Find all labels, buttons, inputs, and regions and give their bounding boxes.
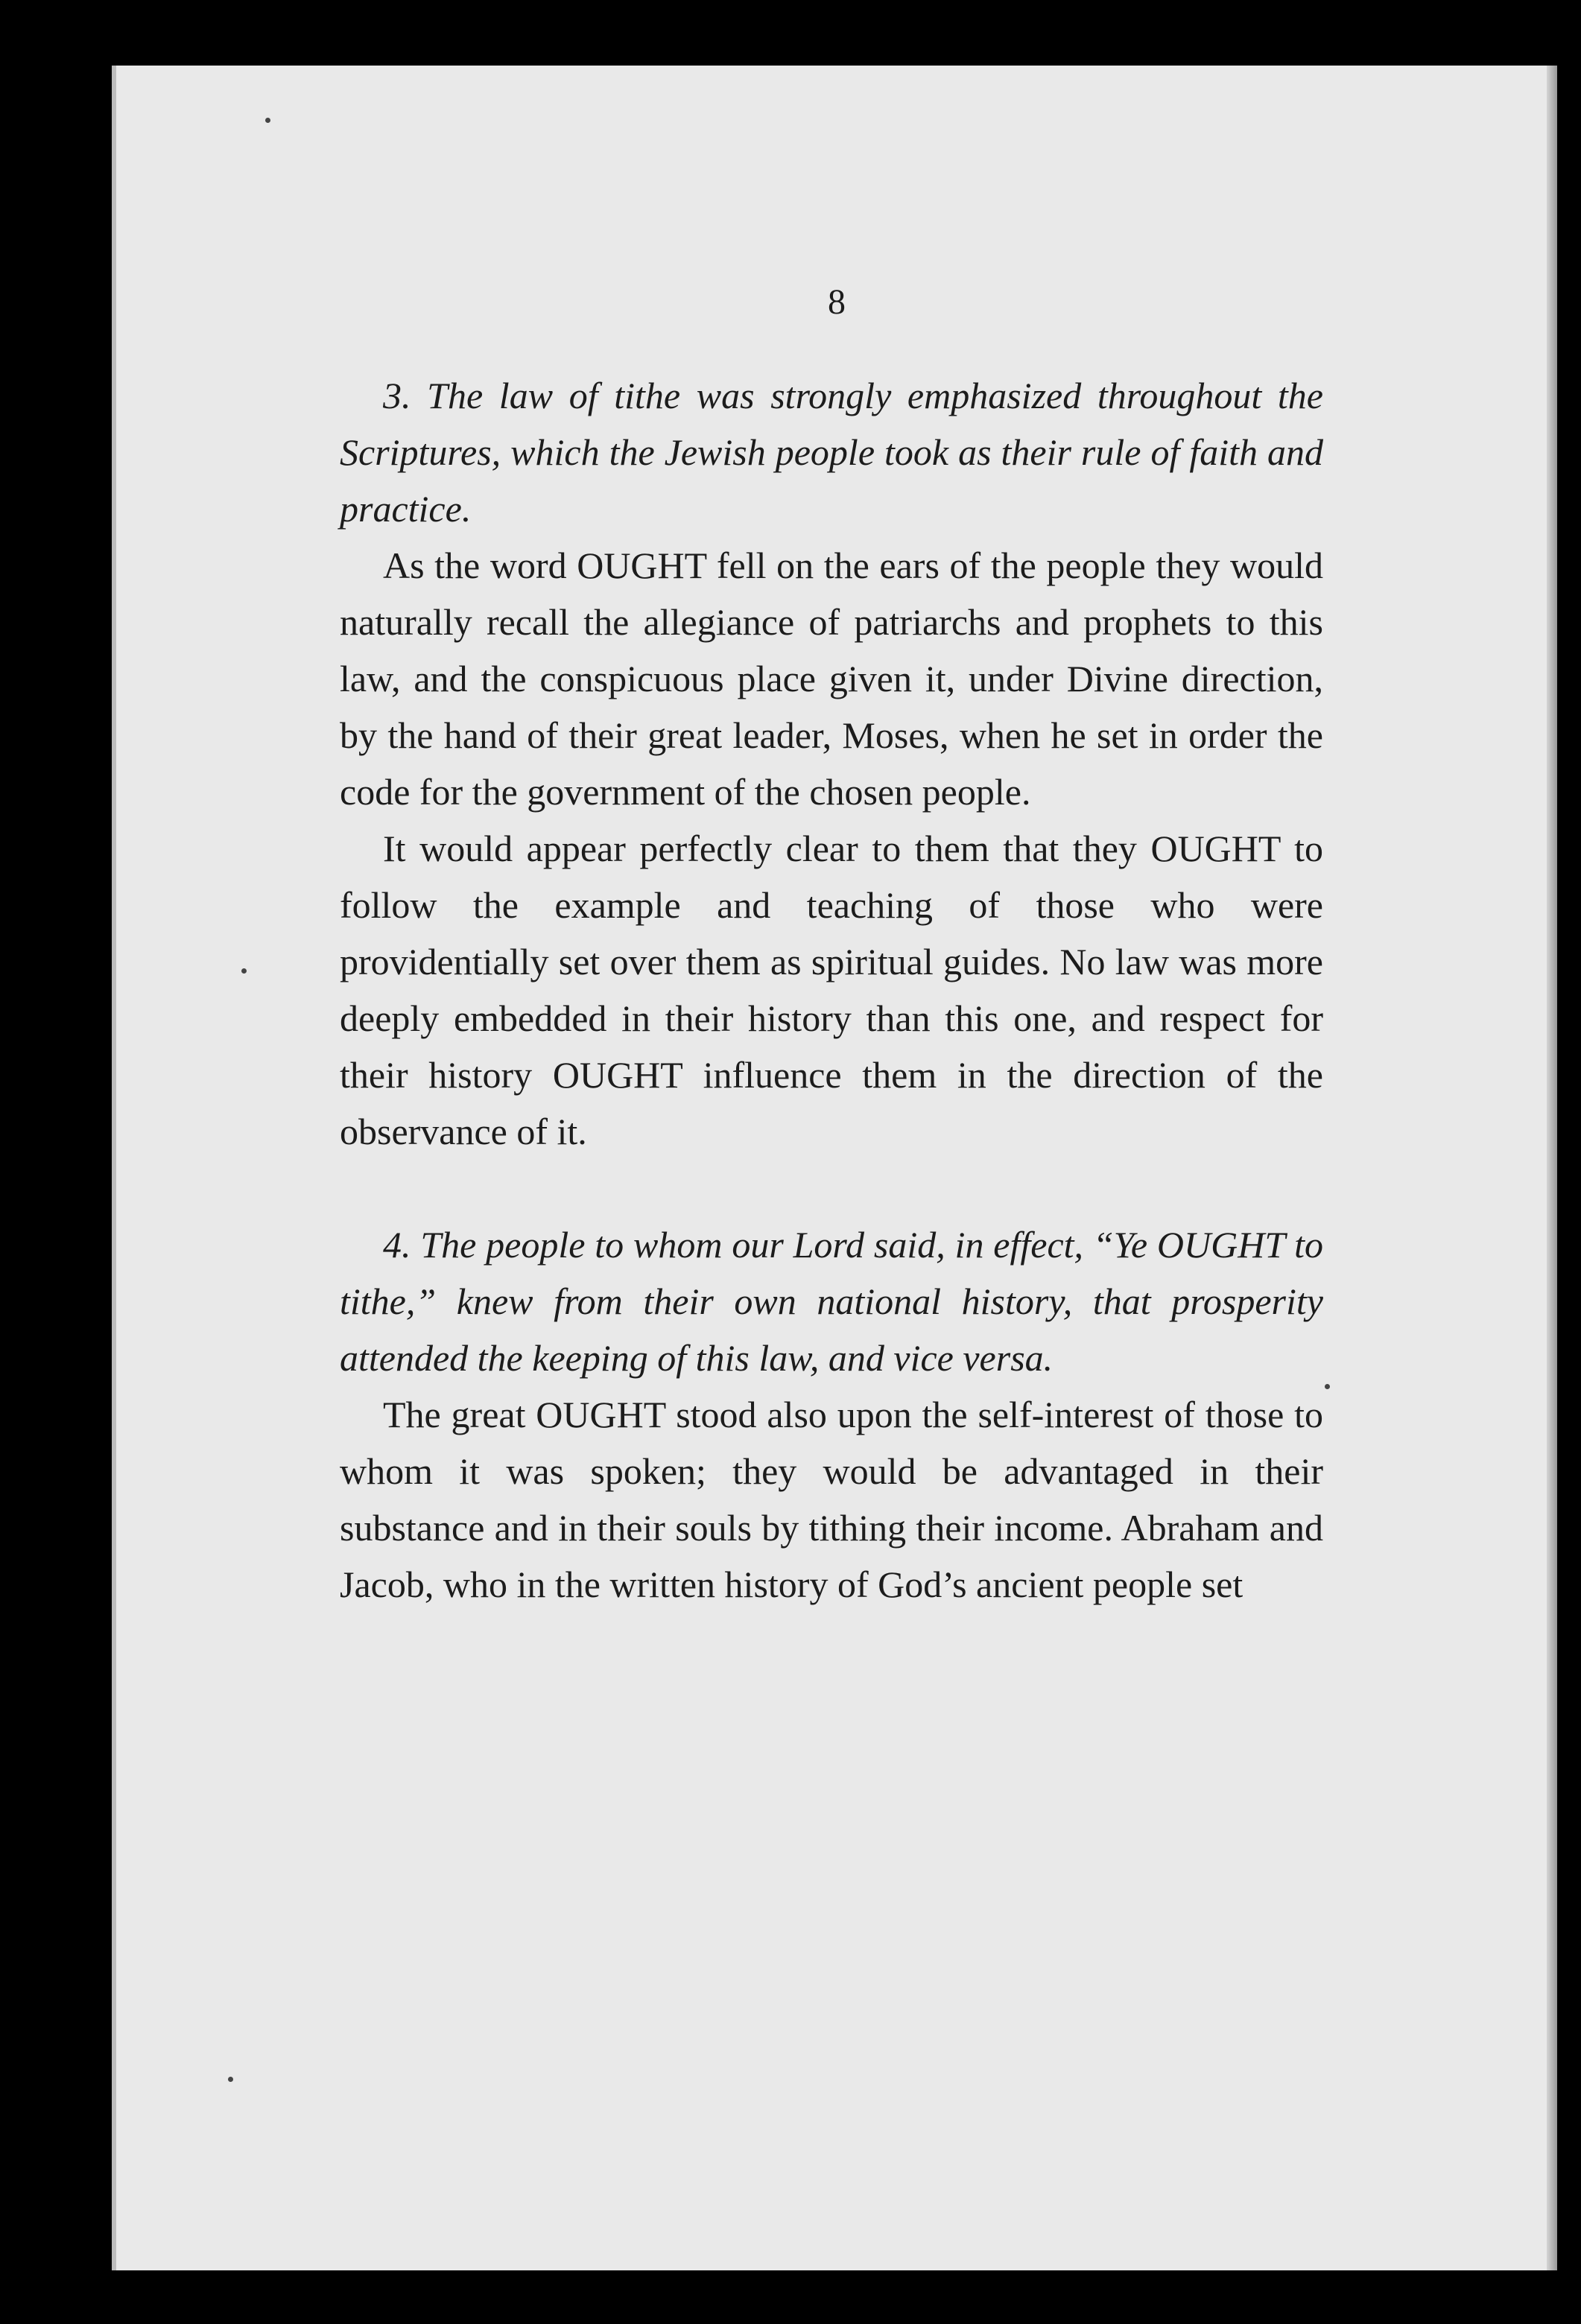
section-gap [340, 1160, 1323, 1216]
section-3-paragraph-2: It would appear perfectly clear to them that they OUGHT to follow the example and teaching of those who were providentially set over them as spiritual guides. No law was more deeply embedded in their history than this one, and respect for their history OUGHT influence them in the direction of the observance of it. [340, 828, 1323, 1152]
section-4-paragraph-1: The great OUGHT stood also upon the self-interest of those to whom it was spoken; they would be advantaged in their substance and in their souls by tithing their income. Abraham and Jacob, who in the written history of God’s ancient people set [340, 1394, 1323, 1605]
scan-speck [241, 968, 247, 974]
section-3-heading: 3. The law of tithe was strongly emphasized throughout the Scriptures, which the Jewish people took as their rule of faith and practice. [340, 375, 1323, 530]
section-3-paragraph-1: As the word OUGHT fell on the ears of the people they would naturally recall the allegiance of patriarchs and prophets to this law, and the conspicuous place given it, under Divine direction, by the hand of their great leader, Moses, when he set in order the code for the government of the chosen people. [340, 545, 1323, 813]
body-text [340, 367, 1323, 1613]
page-number: 8 [828, 282, 846, 322]
scanned-page [112, 66, 1557, 2270]
scan-speck [1325, 1384, 1330, 1389]
scan-speck [228, 2077, 233, 2082]
page-edge [1547, 66, 1557, 2270]
scan-speck [265, 118, 270, 123]
section-4-heading: 4. The people to whom our Lord said, in effect, “Ye OUGHT to tithe,” knew from their own national history, that prosperity attended the keeping of this law, and vice versa. [340, 1224, 1323, 1379]
